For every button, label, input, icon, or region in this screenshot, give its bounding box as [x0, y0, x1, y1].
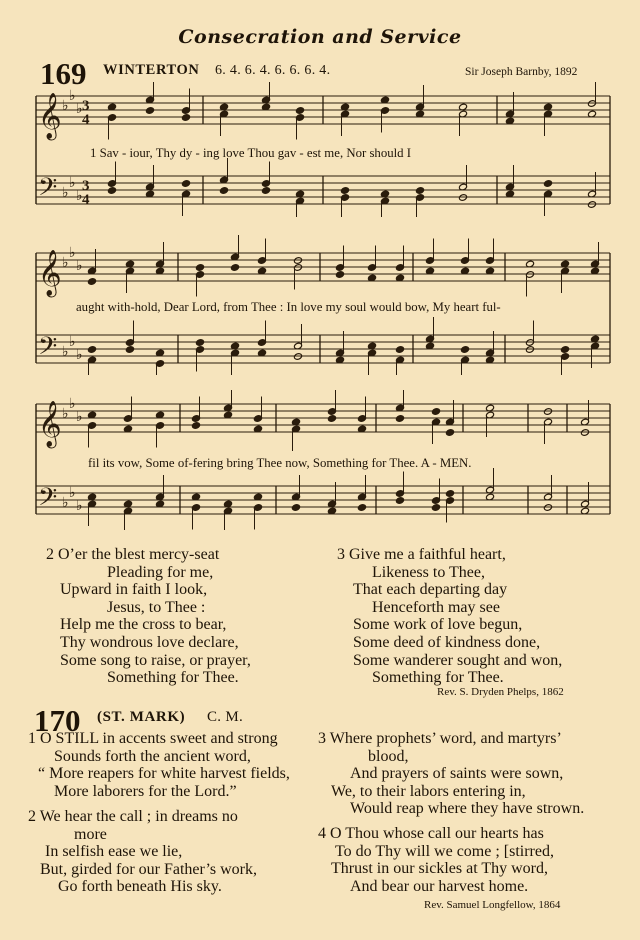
- stanza-line: 1 O STILL in accents sweet and strong: [28, 730, 278, 747]
- stanza-170-4: [318, 825, 554, 895]
- stanza-line: Thy wondrous love declare,: [60, 633, 239, 651]
- note-head: [108, 187, 117, 195]
- note-head: [446, 490, 455, 498]
- flat-sign: ♭: [76, 498, 83, 514]
- flat-sign: ♭: [76, 347, 83, 363]
- stanza-line: 3 Where prophets’ word, and martyrs’: [318, 730, 562, 747]
- note-head: [446, 429, 455, 437]
- stanza-line: Some song to raise, or prayer,: [60, 651, 251, 669]
- stanza-line: Some deed of kindness done,: [353, 633, 541, 651]
- note-head: [292, 504, 301, 512]
- attribution-170: Rev. Samuel Longfellow, 1864: [424, 899, 561, 911]
- tune-name-169: WINTERTON: [103, 62, 200, 78]
- stanza-line: We, to their labors entering in,: [331, 782, 526, 800]
- meter-169: 6. 4. 6. 4. 6. 6. 6. 4.: [215, 63, 331, 78]
- note-head: [296, 107, 305, 115]
- hymn-number-170: 170: [34, 703, 81, 738]
- stanza-line: In selfish ease we lie,: [45, 843, 183, 861]
- bass-clef-icon: 𝄢: [38, 483, 58, 518]
- stanza-line: Some wanderer sought and won,: [353, 651, 563, 669]
- stanza-line: 2 We hear the call ; in dreams no: [28, 808, 238, 825]
- stanza-line: Thrust in our sickles at Thy word,: [331, 860, 549, 878]
- stanza-line: Something for Thee.: [107, 669, 239, 687]
- stanza-line: Upward in faith I look,: [60, 581, 208, 599]
- stanza-line: Some work of love begun,: [353, 616, 523, 634]
- stanza-169-2: [46, 546, 251, 687]
- note-head: [88, 278, 97, 286]
- flat-sign: ♭: [76, 188, 83, 204]
- treble-clef-icon: 𝄞: [38, 401, 62, 447]
- note-head: [182, 114, 191, 122]
- note-head: [88, 346, 97, 354]
- stanza-line: more: [74, 825, 107, 843]
- flat-sign: ♭: [69, 88, 76, 104]
- note-head: [192, 422, 201, 430]
- lyric-line-1: 1 Sav - iour, Thy dy - ing love Thou gav - est me, Nor should I: [90, 146, 412, 160]
- stanza-line: “ More reapers for white harvest fields,: [38, 765, 290, 783]
- stanza-line: Jesus, to Thee :: [107, 598, 206, 616]
- note-head: [126, 346, 135, 354]
- note-head: [396, 346, 405, 354]
- note-head: [396, 497, 405, 505]
- time-signature-top: 3: [82, 178, 90, 194]
- note-head: [196, 339, 205, 347]
- time-signature-bottom: 4: [82, 192, 90, 208]
- hymn-number-169: 169: [40, 56, 87, 91]
- stanza-line: Henceforth may see: [372, 598, 500, 616]
- stanza-169-3: [337, 546, 562, 687]
- lyric-line-3: fil its vow, Some of-fering bring Thee now, Something for Thee. A - MEN.: [88, 456, 472, 470]
- stanza-line: 2 O’er the blest mercy-seat: [46, 546, 220, 563]
- treble-clef-icon: 𝄞: [38, 250, 62, 296]
- flat-sign: ♭: [69, 396, 76, 412]
- stanza-line: Help me the cross to bear,: [60, 616, 227, 634]
- note-head: [416, 187, 425, 195]
- stanza-170-2: [28, 808, 257, 896]
- stanza-line: More laborers for the Lord.”: [54, 782, 237, 800]
- flat-sign: ♭: [76, 101, 83, 117]
- flat-sign: ♭: [76, 258, 83, 274]
- note-head: [461, 346, 470, 354]
- stanza-line: Would reap where they have strown.: [350, 800, 585, 818]
- note-head: [196, 264, 205, 272]
- lyric-line-2: aught with-hold, Dear Lord, from Thee : In love my soul would bow, My heart ful-: [76, 300, 501, 314]
- flat-sign: ♭: [69, 175, 76, 191]
- note-head: [561, 346, 570, 354]
- flat-sign: ♭: [62, 98, 69, 114]
- stanza-line: And prayers of saints were sown,: [350, 765, 564, 783]
- meter-170: C. M.: [207, 709, 244, 725]
- stanza-line: To do Thy will we come ; [stirred,: [335, 842, 554, 860]
- flat-sign: ♭: [76, 409, 83, 425]
- stanza-line: Go forth beneath His sky.: [58, 878, 222, 896]
- flat-sign: ♭: [69, 485, 76, 501]
- stanza-line: Likeness to Thee,: [372, 563, 486, 581]
- note-head: [358, 504, 367, 512]
- stanza-line: But, girded for our Father’s work,: [40, 860, 257, 878]
- note-head: [262, 187, 271, 195]
- note-head: [396, 415, 405, 423]
- stanza-line: Pleading for me,: [107, 563, 214, 581]
- note-head: [328, 415, 337, 423]
- stanza-line: 4 O Thou whose call our hearts has: [318, 825, 544, 842]
- note-head: [220, 187, 229, 195]
- flat-sign: ♭: [62, 344, 69, 360]
- tune-name-170: (ST. MARK): [97, 709, 186, 725]
- flat-sign: ♭: [62, 495, 69, 511]
- stanza-170-3: [318, 730, 584, 818]
- note-head: [336, 271, 345, 279]
- note-head: [146, 107, 155, 115]
- stanza-line: Something for Thee.: [372, 669, 504, 687]
- composer-169: Sir Joseph Barnby, 1892: [465, 66, 578, 78]
- note-head: [432, 504, 441, 512]
- note-head: [341, 187, 350, 195]
- stanza-line: That each departing day: [353, 581, 508, 599]
- stanza-line: 3 Give me a faithful heart,: [337, 546, 506, 563]
- stanza-170-1: [28, 730, 290, 800]
- flat-sign: ♭: [69, 334, 76, 350]
- flat-sign: ♭: [62, 255, 69, 271]
- bass-clef-icon: 𝄢: [38, 173, 58, 208]
- flat-sign: ♭: [62, 406, 69, 422]
- time-signature-bottom: 4: [82, 112, 90, 128]
- page-header: Consecration and Service: [178, 26, 462, 48]
- treble-clef-icon: 𝄞: [38, 93, 62, 139]
- note-head: [432, 408, 441, 416]
- stanza-line: And bear our harvest home.: [350, 877, 529, 895]
- flat-sign: ♭: [62, 185, 69, 201]
- attribution-169: Rev. S. Dryden Phelps, 1862: [437, 686, 564, 698]
- note-head: [544, 180, 553, 188]
- flat-sign: ♭: [69, 245, 76, 261]
- note-head: [231, 264, 240, 272]
- stanza-line: blood,: [368, 747, 409, 765]
- time-signature-top: 3: [82, 98, 90, 114]
- note-head: [182, 180, 191, 188]
- bass-clef-icon: 𝄢: [38, 332, 58, 367]
- stanza-line: Sounds forth the ancient word,: [54, 747, 251, 765]
